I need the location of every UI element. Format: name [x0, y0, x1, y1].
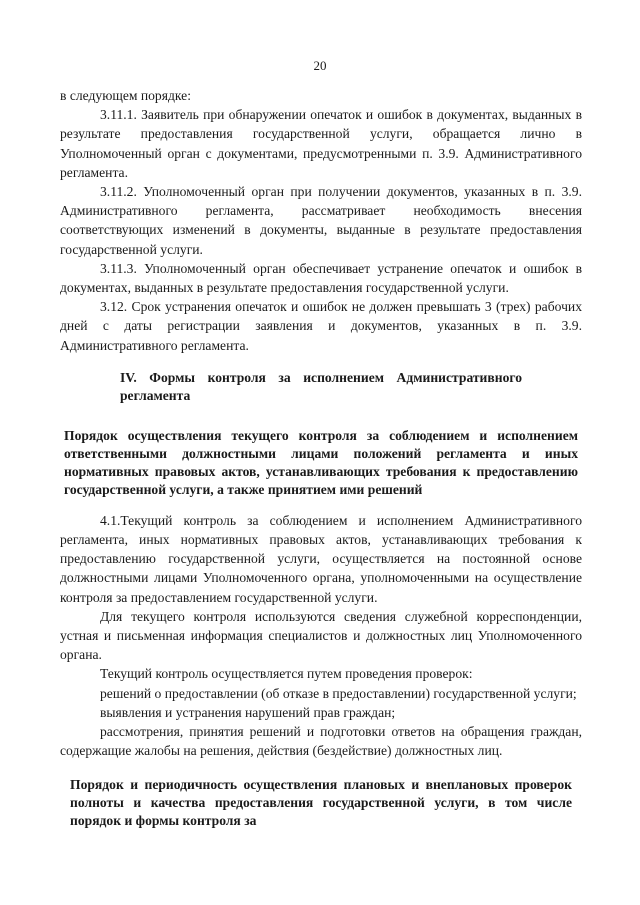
page-number: 20 — [313, 58, 327, 73]
paragraph-control-sources: Для текущего контроля используются сведения служебной корреспонденции, устная и письменная информация специалистов и должностных лиц Уполномоченного органа. — [60, 608, 582, 663]
paragraph-3-11-3: 3.11.3. Уполномоченный орган обеспечивает устранение опечаток и ошибок в документах, выданных в результате предоставления государственной услуги. — [60, 260, 582, 296]
list-item-violations: выявления и устранения нарушений прав граждан; — [100, 704, 396, 720]
subsection-inspections-title: Порядок и периодичность осуществления плановых и внеплановых проверок полноты и качества предоставления государственной услуги, в том числе порядок и формы контроля за — [70, 777, 572, 829]
list-item-decisions: решений о предоставлении (об отказе в предоставлении) государственной услуги; — [100, 685, 577, 701]
subsection-current-control-title: Порядок осуществления текущего контроля за соблюдением и исполнением ответственными должностными лицами положений регламента и иных нормативных правовых актов, устанавливающих требования к предоставлению государственной услуги, а также принятием ими решений — [64, 427, 578, 497]
paragraph-inspections-intro: Текущий контроль осуществляется путем проведения проверок: — [100, 666, 473, 682]
paragraph-intro: в следующем порядке: — [60, 88, 191, 103]
paragraph-3-12: 3.12. Срок устранения опечаток и ошибок не должен превышать 3 (трех) рабочих дней с даты регистрации заявления и документов, указанных в п. 3.9. Административного регламента. — [60, 299, 582, 353]
list-item-appeals: рассмотрения, принятия решений и подготовки ответов на обращения граждан, содержащие жалобы на решения, действия (бездействие) должностных лиц. — [60, 724, 582, 759]
document-body — [60, 86, 582, 830]
section-iv-title: IV. Формы контроля за исполнением Административного регламента — [120, 369, 522, 403]
paragraph-3-11-1: 3.11.1. Заявитель при обнаружении опечаток и ошибок в документах, выданных в результате предоставления государственной услуги, обращается лично в Уполномоченный орган с документами, предусмотренными п. 3.9. Административного регламента. — [60, 107, 582, 180]
paragraph-3-11-2: 3.11.2. Уполномоченный орган при получении документов, указанных в п. 3.9. Административного регламента, рассматривает необходимость внесения соответствующих изменений в документы, выданные в результате предоставления государственной услуги. — [60, 184, 582, 257]
paragraph-4-1: 4.1.Текущий контроль за соблюдением и исполнением Административного регламента, иных нормативных правовых актов, устанавливающих требования к предоставлению государственной услуги, осуществляется на постоянной основе должностными лицами Уполномоченного органа, уполномоченными на осуществление контроля за предоставлением государственной услуги. — [60, 512, 582, 605]
